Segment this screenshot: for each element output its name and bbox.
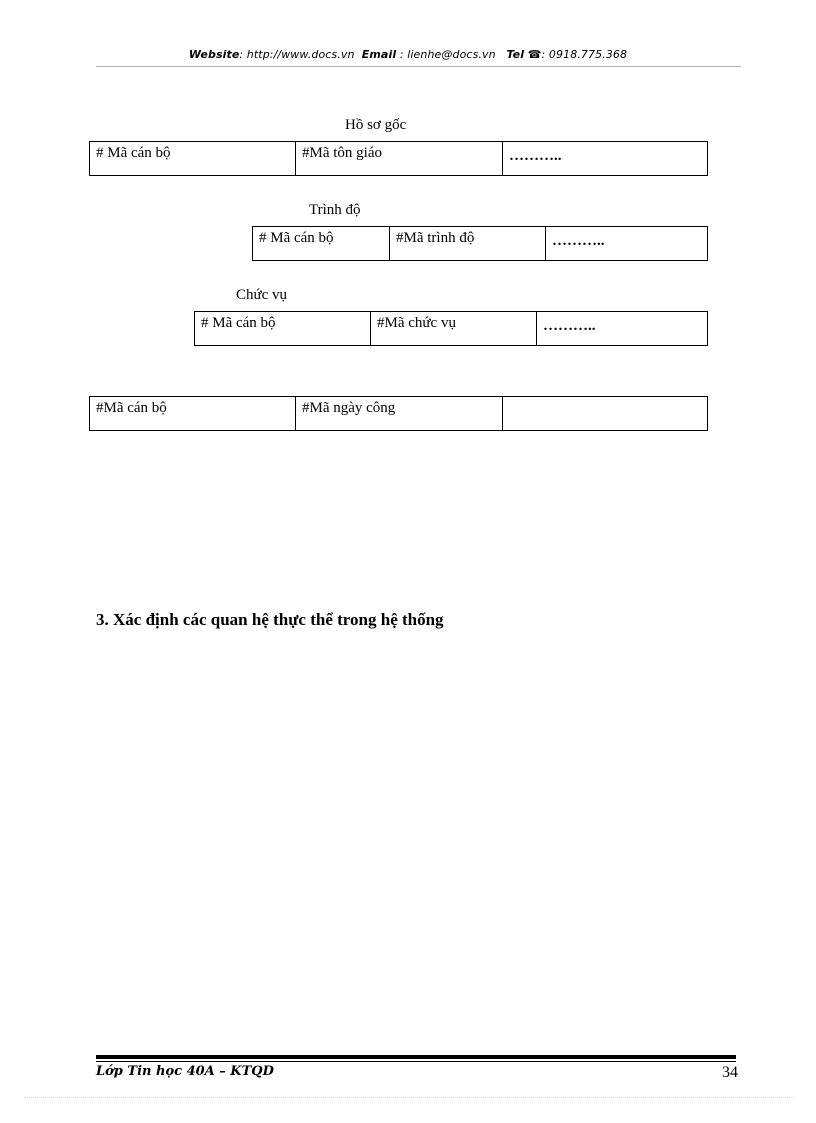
table-cell: #Mã ngày công xyxy=(296,397,503,430)
entity-table-trinh-do xyxy=(252,226,708,261)
page-number: 34 xyxy=(722,1064,738,1081)
table-cell xyxy=(503,397,707,430)
website-label: Website xyxy=(188,48,240,61)
table-cell: ……….. xyxy=(552,233,605,249)
page-bottom-dotted-line xyxy=(24,1097,794,1098)
entity-table-chuc-vu xyxy=(194,311,708,346)
email-value: : lienhe@docs.vn xyxy=(399,48,496,61)
tel-label: Tel xyxy=(506,48,525,61)
table-caption-trinh-do: Trình độ xyxy=(309,202,361,218)
table-caption-ho-so-goc: Hồ sơ gốc xyxy=(345,117,407,133)
table-cell: #Mã chức vụ xyxy=(371,312,537,345)
page-header xyxy=(0,48,816,61)
table-cell: #Mã cán bộ xyxy=(90,397,296,430)
table-cell: #Mã tôn giáo xyxy=(296,142,503,175)
entity-table-ngay-cong xyxy=(89,396,708,431)
table-cell: # Mã cán bộ xyxy=(195,312,371,345)
header-divider xyxy=(96,66,741,67)
table-cell: ……….. xyxy=(543,318,596,334)
phone-icon: ☎ xyxy=(527,48,542,61)
table-cell: # Mã cán bộ xyxy=(90,142,296,175)
section-heading: 3. Xác định các quan hệ thực thể trong hệ thống xyxy=(96,610,444,629)
table-cell: ……….. xyxy=(509,148,562,164)
table-cell: # Mã cán bộ xyxy=(253,227,390,260)
footer-divider-thin xyxy=(96,1061,736,1062)
email-label: Email xyxy=(361,48,397,61)
table-caption-chuc-vu: Chức vụ xyxy=(236,287,288,303)
tel-value: : 0918.775.368 xyxy=(541,48,628,61)
entity-table-ho-so-goc xyxy=(89,141,708,176)
website-value: : http://www.docs.vn xyxy=(239,48,355,61)
footer-class-label: Lớp Tin học 40A – KTQD xyxy=(96,1064,274,1079)
footer-divider-thick xyxy=(96,1055,736,1059)
table-cell: #Mã trình độ xyxy=(390,227,546,260)
